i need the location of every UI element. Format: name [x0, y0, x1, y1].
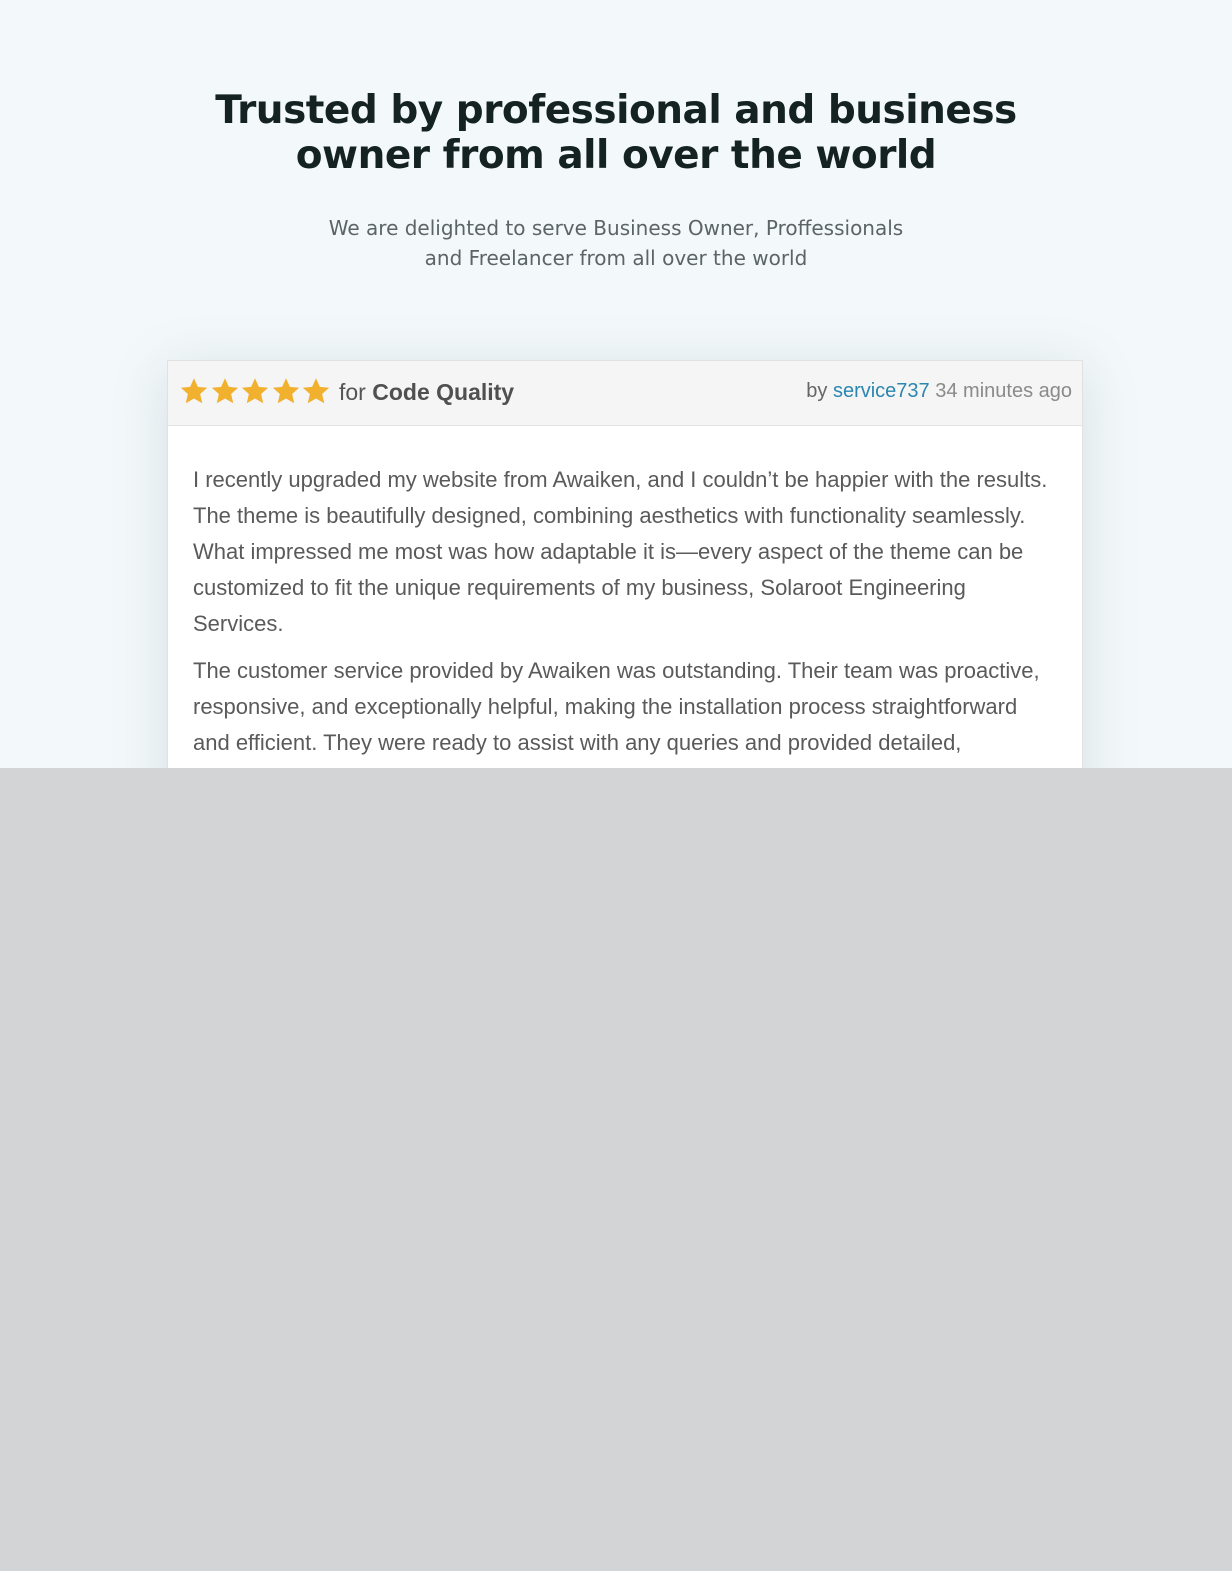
section-subheading-line-1: We are delighted to serve Business Owner, Proffessionals — [328, 216, 904, 240]
gray-overlay — [0, 768, 1232, 1571]
section-heading-line-1: Trusted by professional and business — [215, 88, 1017, 133]
section-subheading — [0, 213, 1232, 273]
section-heading-line-2: owner from all over the world — [295, 133, 937, 178]
star-icon — [271, 376, 301, 406]
review-body — [168, 462, 1082, 797]
star-icon — [301, 376, 331, 406]
star-rating — [179, 376, 332, 406]
for-word: for — [339, 379, 366, 405]
review-timestamp: 34 minutes ago — [935, 380, 1072, 402]
review-meta — [806, 379, 1072, 403]
star-icon — [210, 376, 240, 406]
star-icon — [240, 376, 270, 406]
star-icon — [179, 376, 209, 406]
review-paragraph-1: I recently upgraded my website from Awaiken, and I couldn’t be happier with the results. The theme is beautifully designed, combining aesthetics with functionality seamlessly. What impressed me most was how adaptable it is—every aspect of the theme can be customized to fit the unique requirements of my business, Solaroot Engineering Services. — [193, 467, 1048, 636]
review-header — [168, 361, 1082, 426]
rating-category: Code Quality — [372, 379, 515, 405]
by-word: by — [806, 380, 828, 402]
review-author-link[interactable]: service737 — [832, 380, 930, 402]
section-subheading-line-2: and Freelancer from all over the world — [424, 246, 808, 270]
section-heading — [0, 88, 1232, 178]
review-paragraph-2: The customer service provided by Awaiken was outstanding. Their team was proactive, responsive, and exceptionally helpful, making the installation process straightforward and efficient. They were ready to assist with any queries and provided detailed, — [193, 658, 1040, 755]
rating-category-label — [339, 378, 514, 406]
testimonials-section — [0, 0, 1232, 768]
